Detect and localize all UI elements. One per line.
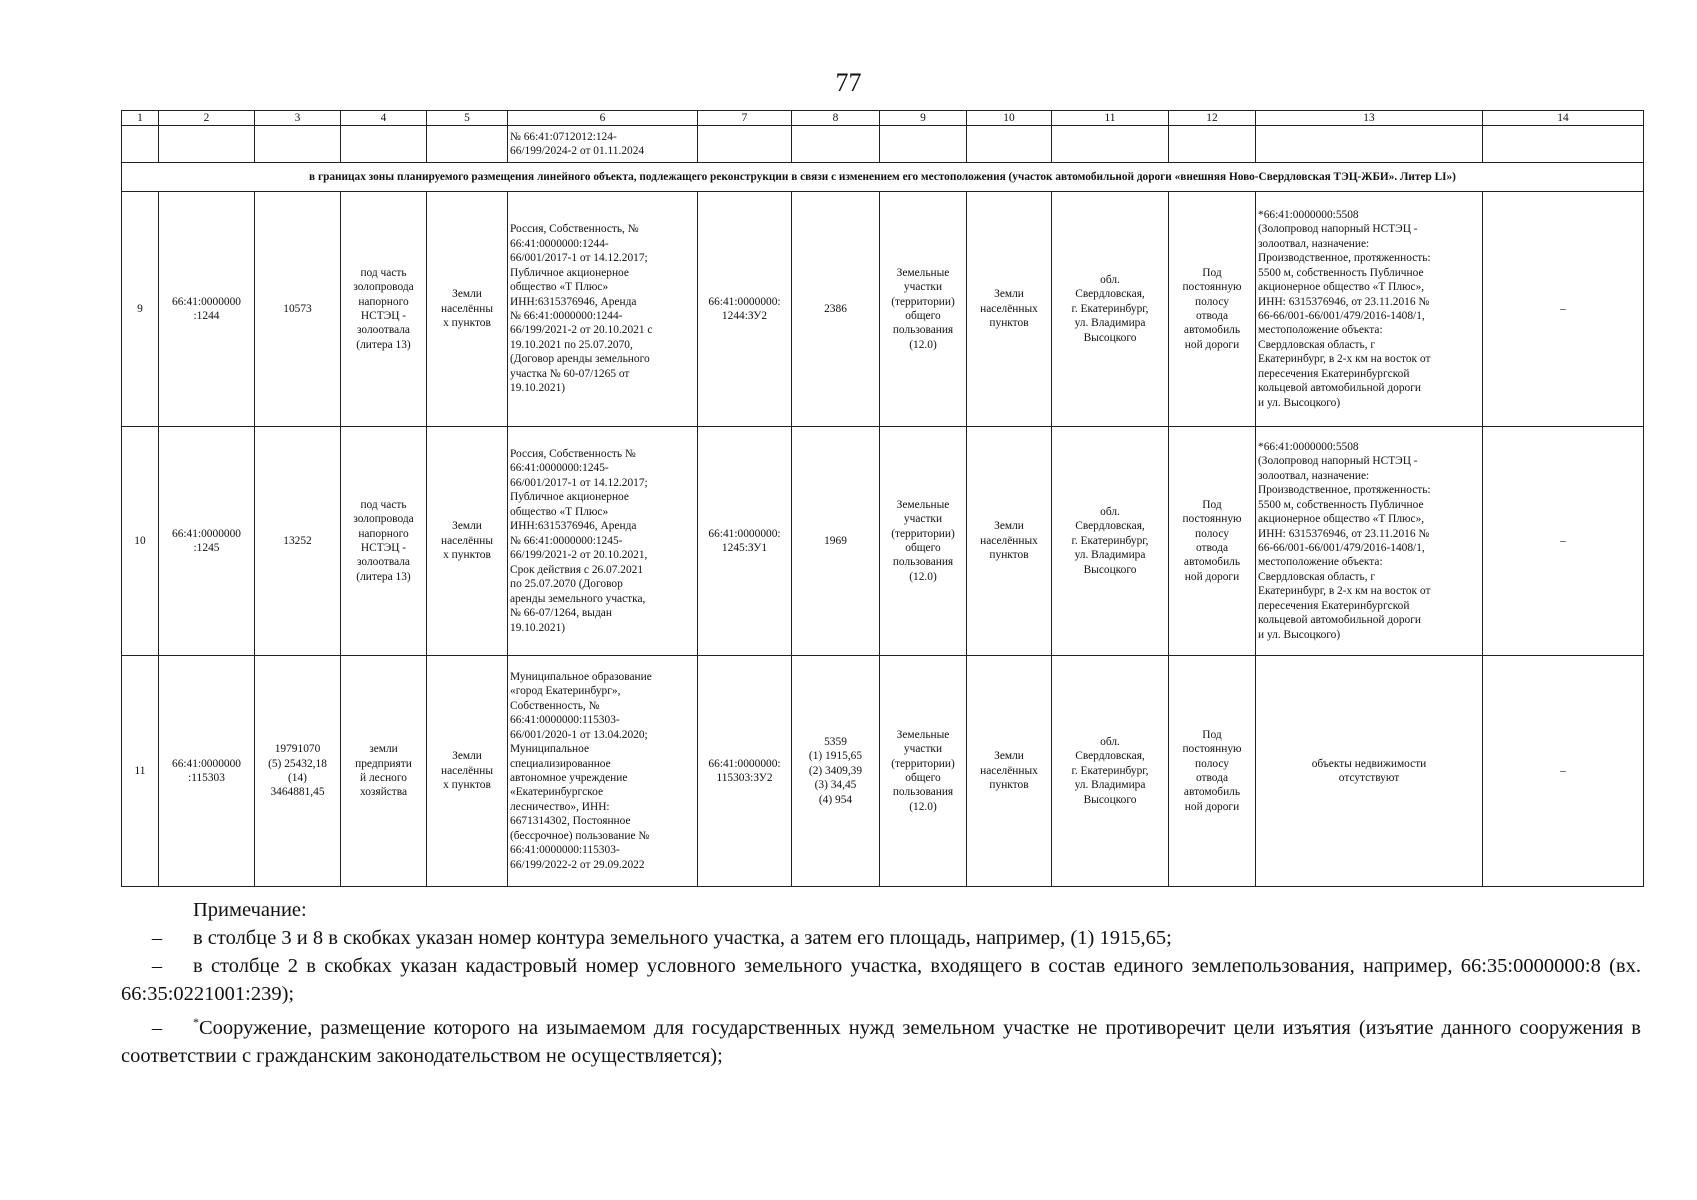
asterisk-mark: *	[193, 1015, 199, 1029]
column-number: 3	[255, 111, 341, 126]
note-dash: –	[151, 927, 163, 949]
column-number: 4	[341, 111, 427, 126]
note-dash: –	[151, 955, 163, 977]
land-category: Земли населённы х пунктов	[427, 192, 508, 427]
section-heading-row	[122, 163, 1644, 192]
row-number: 11	[122, 656, 159, 887]
withdrawal-purpose: Под постоянную полосу отвода автомобиль ной дороги	[1169, 427, 1256, 656]
table-row	[122, 427, 1644, 656]
row-number: 10	[122, 427, 159, 656]
land-category: Земли населённы х пунктов	[427, 656, 508, 887]
withdrawal-purpose: Под постоянную полосу отвода автомобиль ной дороги	[1169, 192, 1256, 427]
note-item	[121, 952, 1641, 1008]
note-text: в столбце 2 в скобках указан кадастровый номер условного земельного участка, входящего в состав единого землепользования, например, 66:35:0000000:8 (вх. 66:35:0221001:239);	[121, 955, 1641, 1005]
cadastral-number: 66:41:0000000 :115303	[159, 656, 255, 887]
column-number: 5	[427, 111, 508, 126]
column-number: 10	[967, 111, 1052, 126]
continuation-rights-cell: № 66:41:0712012:124- 66/199/2024-2 от 01.11.2024	[508, 126, 698, 163]
table-row	[122, 192, 1644, 427]
parcel-area: 19791070 (5) 25432,18 (14) 3464881,45	[255, 656, 341, 887]
rights-holders: Россия, Собственность, № 66:41:0000000:1244- 66/001/2017-1 от 14.12.2017; Публичное акционерное общество «Т Плюс» ИНН:6315376946, Аренда № 66:41:0000000:1244- 66/199/2021-2 от 20.10.2021 с 19.10.2021 по 25.07.2070, (Договор аренды земельного участка № 60-07/1265 от 19.10.2021)	[508, 192, 698, 427]
cadastral-number: 66:41:0000000 :1245	[159, 427, 255, 656]
data-table	[121, 110, 1644, 887]
column-number: 12	[1169, 111, 1256, 126]
new-permitted-use: Земельные участки (территории) общего пользования (12.0)	[880, 192, 967, 427]
note-item	[121, 1008, 1641, 1070]
new-land-category: Земли населённых пунктов	[967, 192, 1052, 427]
parcel-area: 13252	[255, 427, 341, 656]
new-cadastral-number: 66:41:0000000: 115303:ЗУ2	[698, 656, 792, 887]
new-permitted-use: Земельные участки (территории) общего пользования (12.0)	[880, 427, 967, 656]
continuation-row	[122, 126, 1644, 163]
column-14-value: –	[1483, 192, 1644, 427]
structures-info: объекты недвижимости отсутствуют	[1256, 656, 1483, 887]
rights-holders: Россия, Собственность № 66:41:0000000:1245- 66/001/2017-1 от 14.12.2017; Публичное акционерное общество «Т Плюс» ИНН:6315376946, Аренда № 66:41:0000000:1245- 66/199/2021-2 от 20.10.2021, Срок действия с 26.07.2021 по 25.07.2070 (Договор аренды земельного участка, № 66-07/1264, выдан 19.10.2021)	[508, 427, 698, 656]
address: обл. Свердловская, г. Екатеринбург, ул. Владимира Высоцкого	[1052, 656, 1169, 887]
withdrawal-purpose: Под постоянную полосу отвода автомобиль ной дороги	[1169, 656, 1256, 887]
column-number: 13	[1256, 111, 1483, 126]
structures-info: *66:41:0000000:5508 (Золопровод напорный НСТЭЦ - золоотвал, назначение: Производственное, протяженность: 5500 м, собственность Публичное акционерное общество «Т Плюс», ИНН: 6315376946, от 23.11.2016 № 66-66/001-66/001/479/2016-1408/1, местоположение объекта: Свердловская область, г Екатеринбург, в 2-х км на восток от пересечения Екатеринбургской кольцевой автомобильной дороги и ул. Высоцкого)	[1256, 192, 1483, 427]
column-number: 11	[1052, 111, 1169, 126]
notes-section	[121, 896, 1641, 1070]
notes-title: Примечание:	[193, 899, 307, 921]
table-row	[122, 656, 1644, 887]
parcel-area: 10573	[255, 192, 341, 427]
page-number: 77	[835, 68, 862, 97]
note-text: Сооружение, размещение которого на изымаемом для государственных нужд земельном участке не противоречит цели изъятия (изъятие данного сооружения в соответствии с гражданским законодательством не осуществляется);	[121, 1017, 1641, 1067]
new-cadastral-number: 66:41:0000000: 1244:ЗУ2	[698, 192, 792, 427]
note-item	[121, 924, 1641, 952]
new-cadastral-number: 66:41:0000000: 1245:ЗУ1	[698, 427, 792, 656]
structures-info: *66:41:0000000:5508 (Золопровод напорный НСТЭЦ - золоотвал, назначение: Производственное, протяженность: 5500 м, собственность Публичное акционерное общество «Т Плюс», ИНН: 6315376946, от 23.11.2016 № 66-66/001-66/001/479/2016-1408/1, местоположение объекта: Свердловская область, г Екатеринбург, в 2-х км на восток от пересечения Екатеринбургской кольцевой автомобильной дороги и ул. Высоцкого)	[1256, 427, 1483, 656]
rights-holders: Муниципальное образование «город Екатеринбург», Собственность, № 66:41:0000000:115303- 66/001/2020-1 от 13.04.2020; Муниципальное специализированное автономное учреждение «Екатеринбургское лесничество», ИНН: 6671314302, Постоянное (бессрочное) пользование № 66:41:0000000:115303- 66/199/2022-2 от 29.09.2022	[508, 656, 698, 887]
land-category: Земли населённы х пунктов	[427, 427, 508, 656]
permitted-use: земли предприяти й лесного хозяйства	[341, 656, 427, 887]
new-land-category: Земли населённых пунктов	[967, 427, 1052, 656]
column-14-value: –	[1483, 427, 1644, 656]
column-number: 6	[508, 111, 698, 126]
new-parcel-area: 2386	[792, 192, 880, 427]
address: обл. Свердловская, г. Екатеринбург, ул. Владимира Высоцкого	[1052, 427, 1169, 656]
note-text: в столбце 3 и 8 в скобках указан номер контура земельного участка, а затем его площадь, например, (1) 1915,65;	[193, 927, 1172, 949]
new-parcel-area: 1969	[792, 427, 880, 656]
new-permitted-use: Земельные участки (территории) общего пользования (12.0)	[880, 656, 967, 887]
column-number: 1	[122, 111, 159, 126]
column-number: 8	[792, 111, 880, 126]
note-dash: –	[151, 1017, 163, 1039]
column-number: 14	[1483, 111, 1644, 126]
address: обл. Свердловская, г. Екатеринбург, ул. Владимира Высоцкого	[1052, 192, 1169, 427]
new-land-category: Земли населённых пунктов	[967, 656, 1052, 887]
column-14-value: –	[1483, 656, 1644, 887]
column-number: 7	[698, 111, 792, 126]
row-number: 9	[122, 192, 159, 427]
new-parcel-area: 5359 (1) 1915,65 (2) 3409,39 (3) 34,45 (4) 954	[792, 656, 880, 887]
column-number-row	[122, 111, 1644, 126]
column-number: 2	[159, 111, 255, 126]
cadastral-number: 66:41:0000000 :1244	[159, 192, 255, 427]
column-number: 9	[880, 111, 967, 126]
section-heading: в границах зоны планируемого размещения линейного объекта, подлежащего реконструкции в связи с изменением его местоположения (участок автомобильной дороги «внешняя Ново-Свердловская ТЭЦ-ЖБИ». Литер LI»)	[122, 163, 1644, 192]
permitted-use: под часть золопровода напорного НСТЭЦ - золоотвала (литера 13)	[341, 427, 427, 656]
permitted-use: под часть золопровода напорного НСТЭЦ - золоотвала (литера 13)	[341, 192, 427, 427]
